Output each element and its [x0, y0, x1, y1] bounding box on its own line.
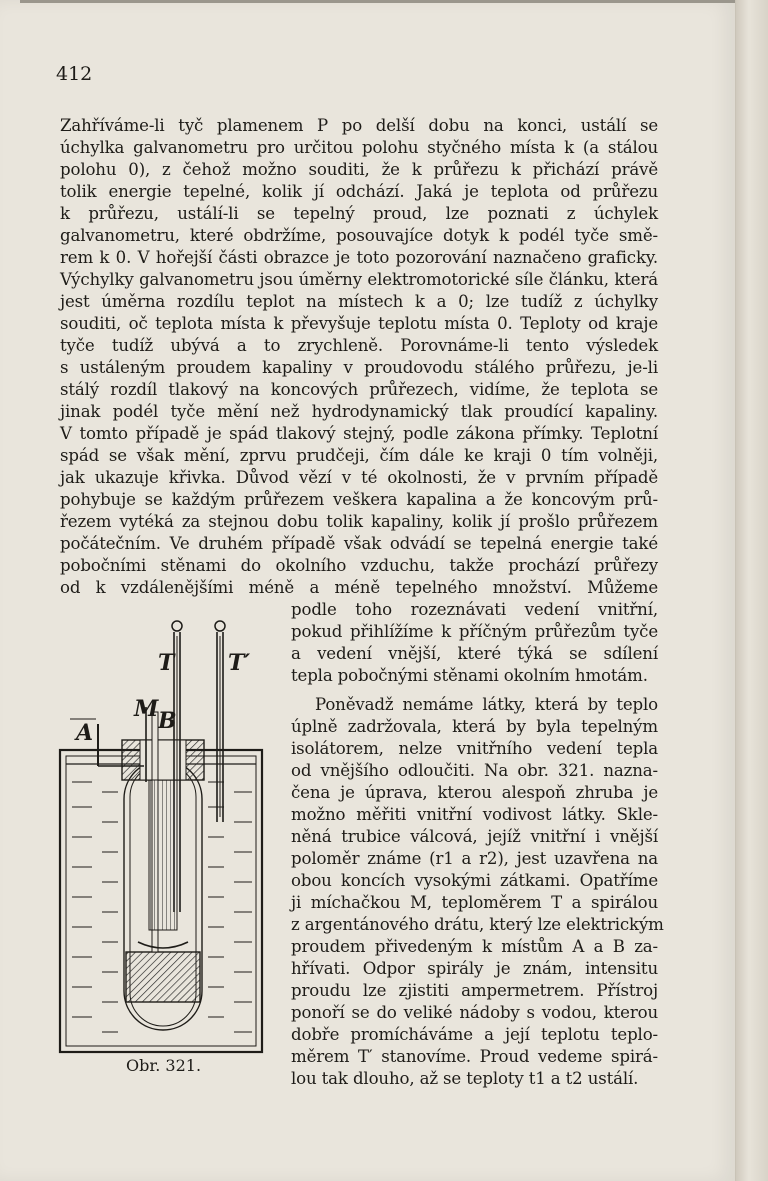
- figure-caption: Obr. 321.: [126, 1056, 202, 1075]
- text-line: tyče tudíž ubývá a to zrychleně. Porovnáme-li tento výsledek: [60, 336, 658, 355]
- text-line: V tomto případě je spád tlakový stejný, podle zákona přímky. Teplotní: [60, 424, 658, 443]
- text-line: stálý rozdíl tlakový na koncových průřezech, vidíme, že teplota se: [60, 380, 658, 399]
- label-t-prime: T′: [228, 650, 251, 676]
- text-line: a vedení vnější, které týká se sdílení: [291, 644, 658, 663]
- text-line: podle toho rozeznávati vedení vnitřní,: [291, 600, 658, 619]
- text-line: čena je úprava, kterou alespoň zhruba je: [291, 783, 658, 802]
- page-number: 412: [56, 63, 93, 85]
- text-line: tolik energie tepelné, kolik jí odchází. Jaká je teplota od průřezu: [60, 182, 658, 201]
- text-line: spád se však mění, zprvu prudčeji, čím dále ke kraji 0 tím volněji,: [60, 446, 658, 465]
- apparatus-drawing: [58, 612, 264, 1062]
- text-line: s ustáleným proudem kapaliny v proudovodu stálého průřezu, je-li: [60, 358, 658, 377]
- text-line: obou koncích vysokými zátkami. Opatříme: [291, 871, 658, 890]
- text-line: něná trubice válcová, jejíž vnitřní i vnější: [291, 827, 658, 846]
- text-line: souditi, oč teplota místa k převyšuje teplotu místa 0. Teploty od kraje: [60, 314, 658, 333]
- text-line: možno měřiti vnitřní vodivost látky. Skle-: [291, 805, 658, 824]
- top-rule: [20, 0, 735, 3]
- text-line: pokud přihlížíme k příčným průřezům tyče: [291, 622, 658, 641]
- text-line: ponoří se do veliké nádoby s vodou, kterou: [291, 1003, 658, 1022]
- text-line: hřívati. Odpor spirály je znám, intensitu: [291, 959, 658, 978]
- text-line: Výchylky galvanometru jsou úměrny elektromotorické síle článku, která: [60, 270, 658, 289]
- label-m: M: [134, 696, 159, 722]
- text-line: isolátorem, nelze vnitřního vedení tepla: [291, 739, 658, 758]
- text-line: počátečním. Ve druhém případě však odvádí se tepelná energie také: [60, 534, 658, 553]
- text-line: poloměr známe (r1 a r2), jest uzavřena na: [291, 849, 658, 868]
- text-line: jest úměrna rozdílu teplot na místech k a 0; lze tudíž z úchylky: [60, 292, 658, 311]
- text-line: proudem přivedeným k místům A a B za-: [291, 937, 658, 956]
- text-line: k průřezu, ustálí-li se tepelný proud, lze poznati z úchylek: [60, 204, 658, 223]
- label-a: A: [76, 720, 94, 746]
- water-right: [208, 782, 252, 1032]
- bottom-stopper: [126, 952, 200, 1002]
- text-line: úchylka galvanometru pro určitou polohu styčného místa k (a stálou: [60, 138, 658, 157]
- apparatus-figure: [58, 612, 264, 1062]
- text-line: rem k 0. V hořejší části obrazce je toto pozorování naznačeno graficky.: [60, 248, 658, 267]
- text-line: úplně zadržovala, která by byla tepelným: [291, 717, 658, 736]
- text-line: tepla pobočnými stěnami okolním hmotám.: [291, 666, 648, 685]
- label-t: T: [158, 650, 175, 676]
- text-line: proudu lze zjistiti ampermetrem. Přístroj: [291, 981, 658, 1000]
- text-line: polohu 0), z čehož možno souditi, že k průřezu k přichází právě: [60, 160, 658, 179]
- text-line: od k vzdálenějšími méně a méně tepelného množství. Můžeme: [60, 578, 658, 597]
- text-line: galvanometru, které obdržíme, posouvajíce dotyk k podél tyče smě-: [60, 226, 658, 245]
- text-line: od vnějšího odloučiti. Na obr. 321. nazna-: [291, 761, 658, 780]
- text-line: pohybuje se každým průřezem veškera kapalina a že koncovým prů-: [60, 490, 658, 509]
- heating-spiral: [149, 780, 177, 930]
- text-line: měrem T′ stanovíme. Proud vedeme spirá-: [291, 1047, 658, 1066]
- text-line: lou tak dlouho, až se teploty t1 a t2 ustálí.: [291, 1069, 639, 1088]
- text-line: z argentánového drátu, který lze elektrickým: [291, 915, 664, 934]
- label-b: B: [158, 708, 177, 734]
- water-left: [72, 782, 118, 1032]
- paragraph-start: Poněvadž nemáme látky, která by teplo: [315, 695, 658, 714]
- page-edge: [736, 0, 768, 1181]
- text-line: jinak podél tyče mění než hydrodynamický tlak proudící kapaliny.: [60, 402, 658, 421]
- text-line: jak ukazuje křivka. Důvod vězí v té okolnosti, že v prvním případě: [60, 468, 658, 487]
- text-line: řezem vytéká za stejnou dobu tolik kapaliny, kolik jí prošlo průřezem: [60, 512, 658, 531]
- text-line: pobočními stěnami do okolního vzduchu, takže prochází průřezy: [60, 556, 658, 575]
- text-line: dobře promícháváme a její teplotu teplo-: [291, 1025, 658, 1044]
- text-line: Zahříváme-li tyč plamenem P po delší dobu na konci, ustálí se: [60, 116, 658, 135]
- text-line: ji míchačkou M, teploměrem T a spirálou: [291, 893, 658, 912]
